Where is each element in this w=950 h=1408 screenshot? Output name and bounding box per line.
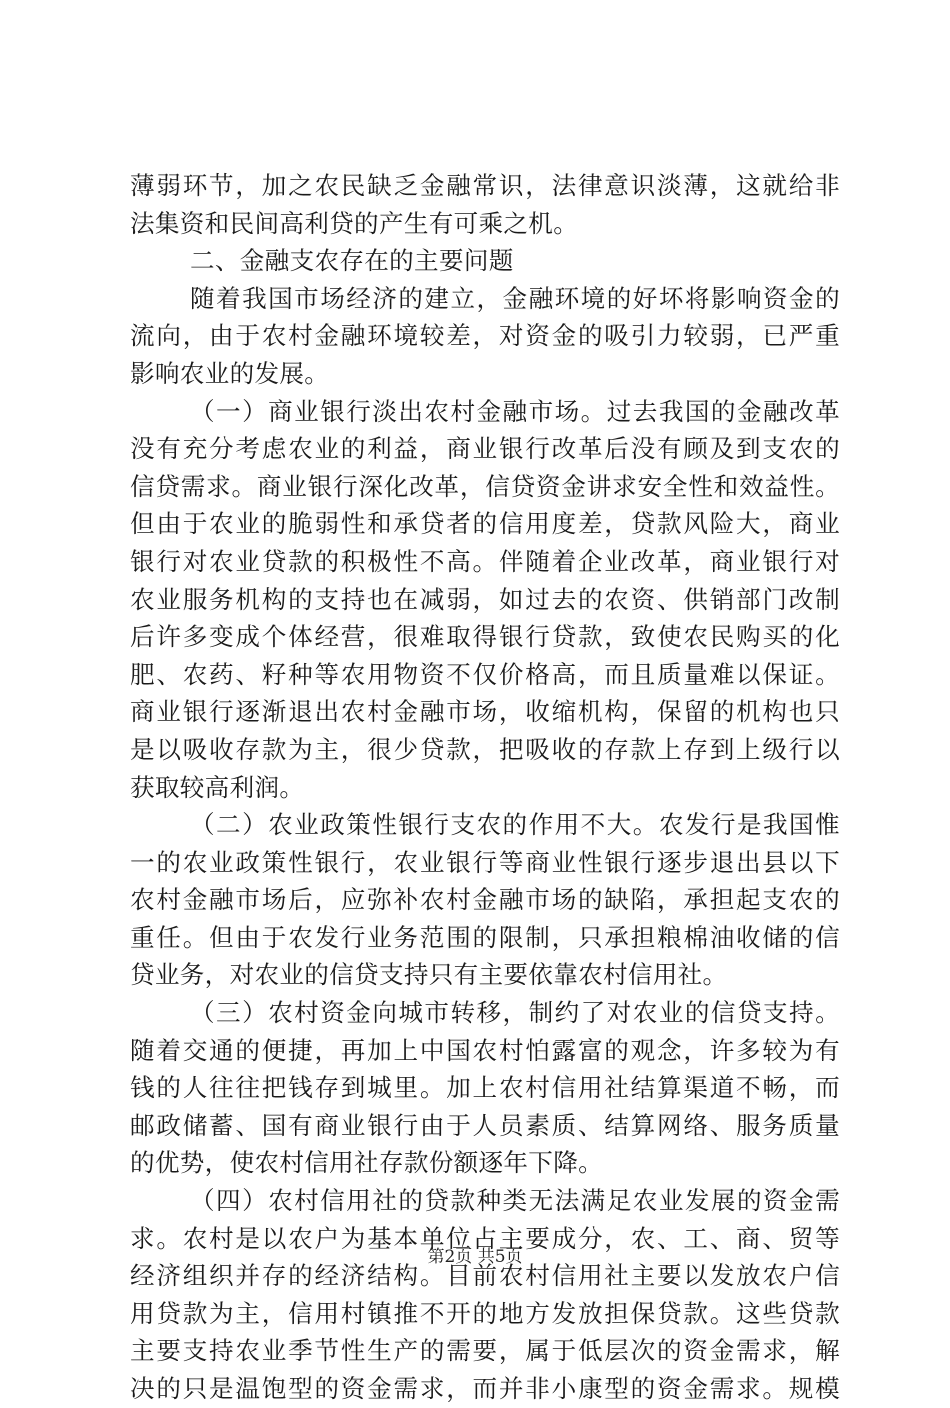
document-body [130,167,840,1408]
text-line: 求。农村是以农户为基本单位占主要成分，农、工、商、贸等 [130,1223,840,1253]
text-line: 贷业务，对农业的信贷支持只有主要依靠农村信用社。 [130,960,728,990]
text-line: （二）农业政策性银行支农的作用不大。农发行是我国惟 [190,810,840,840]
text-line: 后许多变成个体经营，很难取得银行贷款，致使农民购买的化 [130,622,840,652]
text-line: （四）农村信用社的贷款种类无法满足农业发展的资金需 [190,1186,840,1216]
text-line: 农村金融市场后，应弥补农村金融市场的缺陷，承担起支农的 [130,885,840,915]
text-line: （一）商业银行淡出农村金融市场。过去我国的金融改革 [190,396,840,426]
text-line: 决的只是温饱型的资金需求，而并非小康型的资金需求。规模 [130,1374,840,1403]
text-line: 经济组织并存的经济结构。目前农村信用社主要以发放农户信 [130,1261,840,1291]
text-line: 钱的人往往把钱存到城里。加上农村信用社结算渠道不畅，而 [130,1073,840,1103]
text-line: 但由于农业的脆弱性和承贷者的信用度差，贷款风险大，商业 [130,509,840,539]
text-line: 信贷需求。商业银行深化改革，信贷资金讲求安全性和效益性。 [130,471,840,501]
text-line: 肥、农药、籽种等农用物资不仅价格高，而且质量难以保证。 [130,659,840,689]
text-line: 随着交通的便捷，再加上中国农村怕露富的观念，许多较为有 [130,1035,840,1065]
text-line: 用贷款为主，信用村镇推不开的地方发放担保贷款。这些贷款 [130,1298,840,1328]
text-line: 商业银行逐渐退出农村金融市场，收缩机构，保留的机构也只 [130,697,840,727]
text-line: 薄弱环节，加之农民缺乏金融常识，法律意识淡薄，这就给非 [130,171,840,200]
text-line: 邮政储蓄、国有商业银行由于人员素质、结算网络、服务质量 [130,1110,840,1140]
text-line: 法集资和民间高利贷的产生有可乘之机。 [130,208,579,238]
text-line: 二、金融支农存在的主要问题 [190,246,514,276]
text-line: 没有充分考虑农业的利益，商业银行改革后没有顾及到支农的 [130,434,840,464]
text-line: 影响农业的发展。 [130,358,330,388]
text-line: 流向，由于农村金融环境较差，对资金的吸引力较弱，已严重 [130,321,840,351]
text-line: 农业服务机构的支持也在减弱，如过去的农资、供销部门改制 [130,584,840,614]
text-line: 主要支持农业季节性生产的需要，属于低层次的资金需求，解 [130,1336,840,1366]
text-line: 重任。但由于农发行业务范围的限制，只承担粮棉油收储的信 [130,922,840,952]
text-line: 的优势，使农村信用社存款份额逐年下降。 [130,1148,603,1178]
text-line: 银行对农业贷款的积极性不高。伴随着企业改革，商业银行对 [130,546,840,576]
text-line: 是以吸收存款为主，很少贷款，把吸收的存款上存到上级行以 [130,734,840,764]
page-footer: 第2页 共5页 [427,1247,523,1267]
text-line: 获取较高利润。 [130,772,305,802]
text-line: 随着我国市场经济的建立，金融环境的好坏将影响资金的 [190,283,840,313]
text-line: （三）农村资金向城市转移，制约了对农业的信贷支持。 [190,998,840,1028]
text-line: 一的农业政策性银行，农业银行等商业性银行逐步退出县以下 [130,847,840,877]
